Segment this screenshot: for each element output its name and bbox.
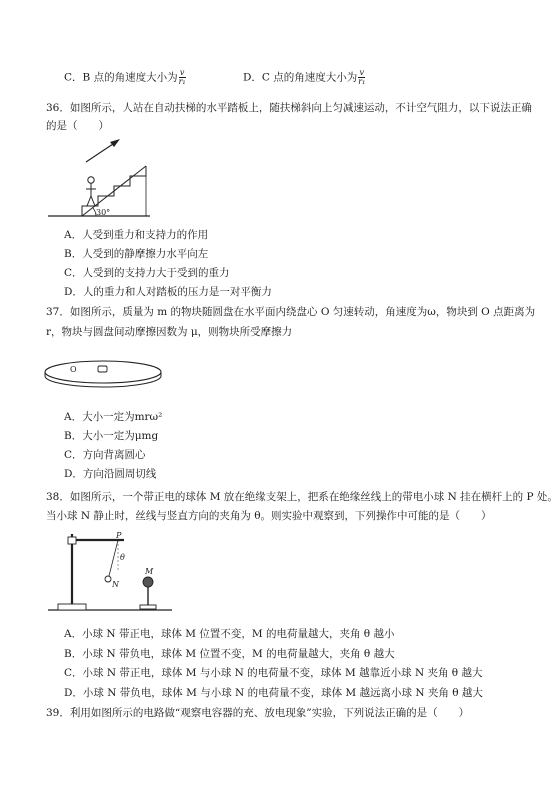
angle-label: 30°: [96, 208, 111, 217]
q36-stem-line1: 36．如图所示，人站在自动扶梯的水平踏板上，随扶梯斜向上匀减速运动，不计空气阻力，以下说法正确: [46, 102, 532, 114]
q35-option-d-text: D．C 点的角速度大小为: [243, 71, 358, 84]
q38-option-b[interactable]: B．小球 N 带负电，球体 M 位置不变，M 的电荷量越大，夹角 θ 越大: [64, 648, 395, 660]
escalator-diagram: [46, 134, 166, 220]
q38-option-d[interactable]: D．小球 N 带负电，球体 M 与小球 N 的电荷量不变，球体 M 越远离小球 N 夹角 θ 越大: [64, 687, 483, 699]
q36-option-a[interactable]: A．人受到重力和支持力的作用: [64, 229, 209, 241]
ball-n-label: N: [112, 580, 119, 589]
q38-stem-line2: 当小球 N 静止时，丝线与竖直方向的夹角为 θ。则实验中观察到，下列操作中可能的是（ ）: [46, 510, 492, 522]
ball-m-stand: [140, 577, 156, 609]
q37-option-b[interactable]: B．大小一定为μmg: [64, 430, 159, 442]
ball-m-label: M: [145, 567, 154, 576]
q36-option-d[interactable]: D．人的重力和人对踏板的压力是一对平衡力: [64, 286, 272, 298]
q37-option-c[interactable]: C．方向背离圆心: [64, 449, 146, 461]
q37-option-a[interactable]: A．大小一定为mrω²: [64, 411, 163, 423]
q35-option-d-fraction: $\frac{v}{\text{r₁}}$: [358, 68, 366, 86]
charged-ball-diagram: [46, 530, 176, 614]
q35-option-d[interactable]: [243, 69, 365, 86]
q35-option-c-text: C．B 点的角速度大小为: [64, 71, 178, 84]
velocity-arrow: [86, 139, 120, 162]
q36-stem-line2: 的是（ ）: [46, 120, 109, 132]
theta-label: θ: [120, 553, 125, 562]
person-figure: [86, 177, 96, 206]
q39-stem-line1: 39．利用如图所示的电路做“观察电容器的充、放电现象”实验，下列说法正确的是（ ）: [46, 707, 470, 719]
q38-option-a[interactable]: A．小球 N 带正电，球体 M 位置不变，M 的电荷量越大，夹角 θ 越小: [64, 628, 395, 640]
q38-option-c[interactable]: C．小球 N 带正电，球体 M 与小球 N 的电荷量不变，球体 M 越靠近小球 N 夹角 θ 越大: [64, 667, 483, 679]
q37-option-d[interactable]: D．方向沿圆周切线: [64, 468, 157, 480]
q35-option-c-fraction: $\frac{v}{\text{r₁}}$: [178, 68, 186, 86]
q38-stem-line1: 38．如图所示，一个带正电的球体 M 放在绝缘支架上，把系在绝缘丝线上的带电小球 N 挂在横杆上的 P 处。: [46, 491, 558, 503]
q37-stem-line1: 37．如图所示，质量为 m 的物块随圆盘在水平面内绕盘心 O 匀速转动，角速度为ω，物块到 O 点距离为: [46, 306, 536, 318]
q35-option-c[interactable]: [64, 69, 186, 86]
block-icon: [98, 366, 107, 372]
disk-diagram: [42, 350, 164, 390]
q37-stem-line2: r，物块与圆盘间动摩擦因数为 μ，则物块所受摩擦力: [46, 326, 293, 338]
q36-option-b[interactable]: B．人受到的静摩擦力水平向左: [64, 248, 209, 260]
iron-stand: [58, 534, 124, 610]
disk-center-label: O: [70, 365, 77, 374]
q36-option-c[interactable]: C．人受到的支持力大于受到的重力: [64, 267, 230, 279]
point-p-label: P: [116, 531, 122, 540]
ball-n: [105, 576, 111, 582]
